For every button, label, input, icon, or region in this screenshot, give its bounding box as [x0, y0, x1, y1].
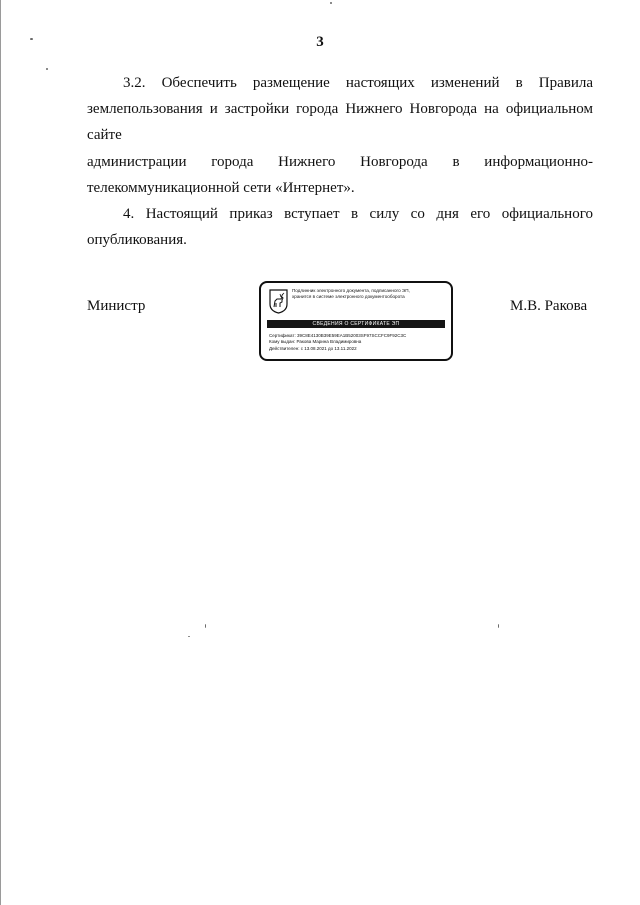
- nizhny-novgorod-deer-emblem-icon: [269, 289, 288, 314]
- stamp-certificate-number: Сертификат: 39C8E4130B39E59EA1B52003SF97SCCFC9F92C3C: [269, 333, 407, 338]
- paragraph-3-2: 3.2. Обеспечить размещение настоящих изменений в Правила землепользования и застройки города Нижнего Новгорода на официальном сайте: [87, 75, 593, 144]
- scan-speck: [498, 624, 499, 628]
- signer-position: Министр: [87, 298, 146, 314]
- scan-speck: [205, 624, 206, 628]
- stamp-details: [269, 333, 449, 352]
- stamp-header-line-2: хранится в системе электронного документооборота: [292, 294, 405, 299]
- paragraph-3-2-end: телекоммуникационной сети «Интернет».: [87, 179, 355, 196]
- scan-speck: [330, 2, 332, 4]
- stamp-certificate-title: СВЕДЕНИЯ О СЕРТИФИКАТЕ ЭП: [267, 320, 445, 328]
- scan-edge: [0, 0, 1, 905]
- scan-speck: [46, 68, 48, 70]
- paragraph-4: 4. Настоящий приказ вступает в силу со дня его официального опубликования.: [87, 206, 593, 249]
- scan-speck: [188, 636, 190, 637]
- signer-name: М.В. Ракова: [510, 298, 588, 314]
- paragraph-3-2-continuation: администрации города Нижнего Новгорода в информационно-: [87, 153, 593, 170]
- page-number: 3: [316, 34, 324, 50]
- stamp-header: [292, 288, 450, 300]
- electronic-signature-stamp: [259, 281, 453, 361]
- stamp-issued-to: Кому выдан: Ракова Марина Владимировна: [269, 339, 362, 345]
- stamp-validity: Действителен: с 13.08.2021 до 13.11.2022: [269, 345, 357, 351]
- scan-speck: [30, 38, 33, 40]
- stamp-header-line-1: Подлинник электронного документа, подписанного ЭП,: [292, 288, 410, 293]
- document-body: [87, 70, 593, 253]
